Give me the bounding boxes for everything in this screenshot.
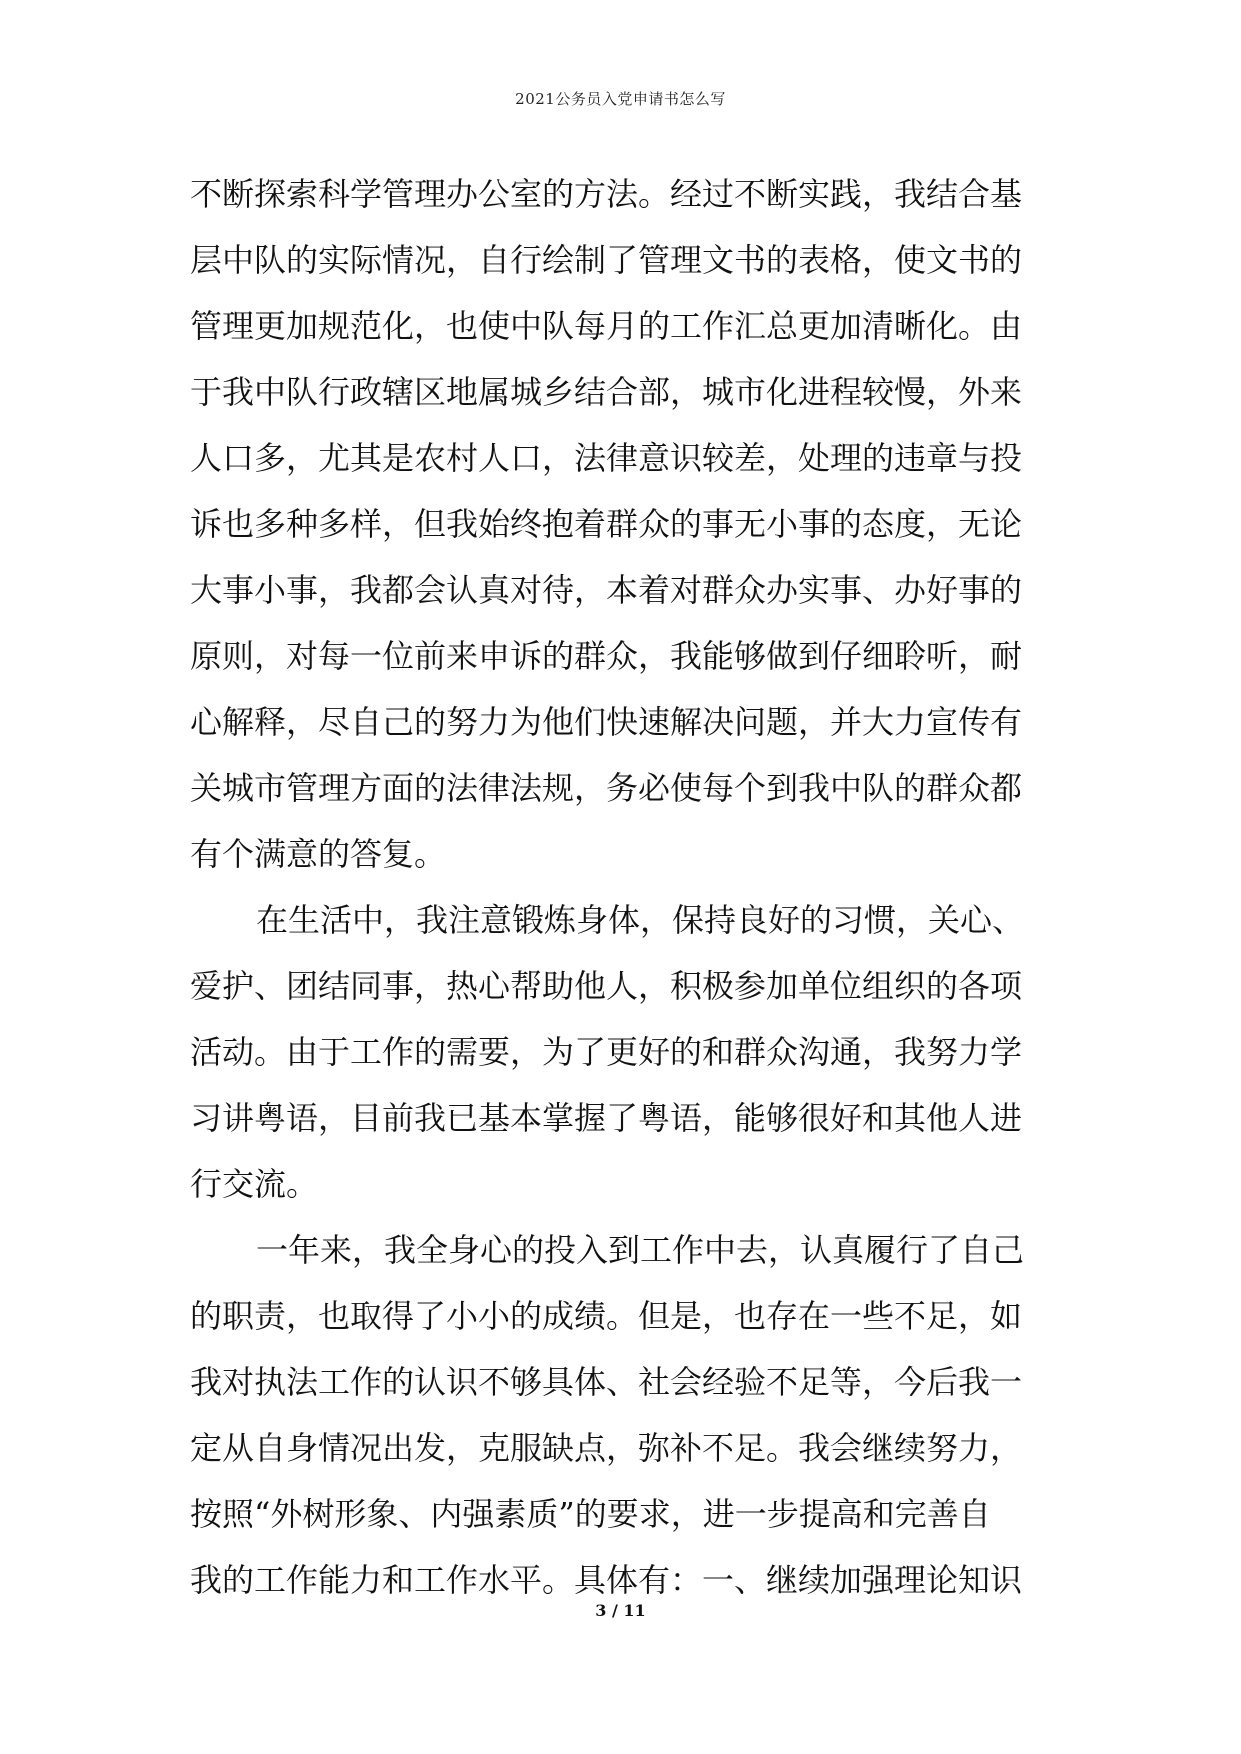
document-body xyxy=(190,161,1052,1613)
text-line: 活动。由于工作的需要，为了更好的和群众沟通，我努力学 xyxy=(190,1033,1023,1071)
text-line: 行交流。 xyxy=(190,1165,319,1203)
text-line: 定从自身情况出发，克服缺点，弥补不足。我会继续努力， xyxy=(190,1429,1023,1467)
page-header-title: 2021公务员入党申请书怎么写 xyxy=(515,90,726,108)
text-line: 管理更加规范化，也使中队每月的工作汇总更加清晰化。由 xyxy=(190,307,1023,345)
paragraph-start-line: 在生活中，我注意锻炼身体，保持良好的习惯，关心、 xyxy=(256,901,1025,939)
text-line: 的职责，也取得了小小的成绩。但是，也存在一些不足，如 xyxy=(190,1297,1023,1335)
text-line: 关城市管理方面的法律法规，务必使每个到我中队的群众都 xyxy=(190,769,1023,807)
text-line: 人口多，尤其是农村人口，法律意识较差，处理的违章与投 xyxy=(190,439,1023,477)
text-line: 于我中队行政辖区地属城乡结合部，城市化进程较慢，外来 xyxy=(190,373,1023,411)
page-number: 3 / 11 xyxy=(595,1601,646,1620)
text-line: 原则，对每一位前来申诉的群众，我能够做到仔细聆听，耐 xyxy=(190,637,1023,675)
text-line: 诉也多种多样，但我始终抱着群众的事无小事的态度，无论 xyxy=(190,505,1023,543)
text-line: 习讲粤语，目前我已基本掌握了粤语，能够很好和其他人进 xyxy=(190,1099,1023,1137)
text-line: 我的工作能力和工作水平。具体有：一、继续加强理论知识 xyxy=(190,1561,1023,1599)
text-line: 不断探索科学管理办公室的方法。经过不断实践，我结合基 xyxy=(190,175,1023,213)
text-line: 大事小事，我都会认真对待，本着对群众办实事、办好事的 xyxy=(190,571,1023,609)
text-line: 心解释，尽自己的努力为他们快速解决问题，并大力宣传有 xyxy=(190,703,1023,741)
text-line: 有个满意的答复。 xyxy=(190,835,447,873)
text-line: 层中队的实际情况，自行绘制了管理文书的表格，使文书的 xyxy=(190,241,1023,279)
text-line: 按照“外树形象、内强素质”的要求，进一步提高和完善自 xyxy=(190,1495,991,1533)
text-line: 爱护、团结同事，热心帮助他人，积极参加单位组织的各项 xyxy=(190,967,1023,1005)
text-line: 我对执法工作的认识不够具体、社会经验不足等，今后我一 xyxy=(190,1363,1023,1401)
paragraph-start-line: 一年来，我全身心的投入到工作中去，认真履行了自己 xyxy=(256,1231,1025,1269)
